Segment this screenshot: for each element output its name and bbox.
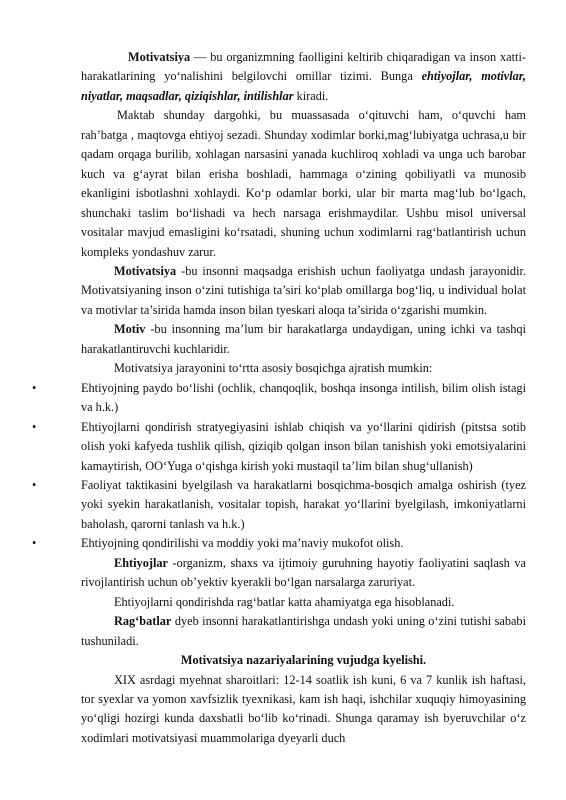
list-item	[32, 476, 526, 534]
bullet-icon: •	[32, 477, 37, 492]
paragraph-motiv	[81, 320, 526, 359]
motiv-text: -bu insonning ma’lum bir harakatlarga undaydigan, uning ichki va tashqi harakatlantiruvchi kuchlaridir.	[81, 322, 526, 356]
paragraph-motivatsiya-definition	[81, 48, 526, 106]
bullet-icon: •	[32, 380, 37, 395]
bullet-icon: •	[32, 419, 37, 434]
term-motivatsiya: Motivatsiya	[128, 50, 191, 64]
list-item-text: Ehtiyojning qondirilishi va moddiy yoki ma’naviy mukofot olish.	[81, 536, 404, 551]
paragraph-ehtiyojlar	[81, 554, 526, 593]
list-item	[32, 418, 526, 476]
list-item-text: Ehtiyojning paydo bo‘lishi (ochlik, chanqoqlik, boshqa insonga intilish, bilim olish istagi va h.k.)	[81, 380, 526, 415]
ehtiyojlar-text: -organizm, shaxs va ijtimoiy guruhning hayotiy faoliyatini saqlash va rivojlantirish uchun ob’yektiv kyerakli bo‘lgan narsalarga zaruriyat.	[81, 555, 526, 590]
term-motiv: Motiv	[114, 322, 146, 337]
emphasis-list: ehtiyojlar, motivlar, niyatlar, maqsadlar, qiziqishlar, intilishlar	[81, 69, 526, 103]
list-item	[32, 534, 526, 553]
list-item-text: Faoliyat taktikasini byelgilash va harakatlarni bosqichma-bosqich amalga oshirish (tyez yoki syekin harakatlanish, vositalar topish, harakat yo‘llarini byelgilash, imkoniyatlarni baholash, qarorni tanlash va h.k.)	[81, 477, 526, 531]
paragraph-ragbatlar-importance: Ehtiyojlarni qondirishda rag‘batlar katta ahamiyatga ega hisoblanadi.	[114, 594, 455, 609]
paragraph-ragbatlar	[81, 612, 526, 651]
term-motivatsiya-2: Motivatsiya	[114, 263, 177, 278]
term-ragbatlar: Rag‘batlar	[114, 614, 172, 629]
stages-list	[32, 379, 526, 554]
bullet-icon: •	[32, 536, 37, 551]
definition-tail: kiradi.	[293, 88, 329, 103]
paragraph-maktab: Maktab shunday dargohki, bu muassasada o‘qituvchi ham, o‘quvchi ham rah’batga , maqtovga ehtiyoj sezadi. Shunday xodimlar borki,mag‘lubiyatga uchrasa,u bir qadam orqaga burilib, xohlagan narsasini yanada kuchliroq xohladi va unga uch barobar kuch va g‘ayrat bilan erisha boshladi, hammaga o‘zining qobiliyatli va munosib ekanligini isbotlashni xohlaydi. Ko‘p odamlar borki, ular bir marta mag‘lub bo‘lgach, shunchaki taslim bo‘lishadi va hech narsaga erishmaydilar. Ushbu misol universal vositalar mavjud emasligini ko‘rsatadi, shuning uchun xodimlarni rag‘batlantirish uchun kompleks yondashuv zarur.	[81, 108, 526, 259]
paragraph-motivatsiya-process	[81, 262, 526, 320]
definition-text: — bu organizmning faolligini keltirib chiqaradigan va inson xatti-harakatlarining yo‘nalishini belgilovchi omillar tizimi. Bunga	[81, 50, 526, 84]
paragraph-stages-intro: Motivatsiya jarayonini to‘rtta asosiy bosqichga ajratish mumkin:	[114, 361, 433, 376]
process-text: -bu insonni maqsadga erishish uchun faoliyatga undash jarayonidir. Motivatsiyaning inson o‘zini tutishiga ta’siri ko‘plab omillarga bog‘liq, u individual holat va motivlar ta’sirida hamda inson bilan tyeskari aloqa ta’sirida o‘zgarishi mumkin.	[81, 263, 526, 317]
ragbatlar-text: dyeb insonni harakatlantirishga undash yoki uning o‘zini tutishi sababi tushuniladi.	[81, 614, 526, 648]
paragraph-xix-century: XIX asrdagi myehnat sharoitlari: 12-14 soatlik ish kuni, 6 va 7 kunlik ish haftasi, tor syexlar va yomon xavfsizlik tyexnikasi, kam ish haqi, ishchilar xuquqiy himoyasining yo‘qligi hozirgi kunda daxshatli bo‘lib ko‘rinadi. Shunga qaramay ish byeruvchilar o‘z xodimlari motivatsiyasi muammolariga dyeyarli duch	[81, 672, 526, 745]
section-heading: Motivatsiya nazariyalarining vujudga kyelishi.	[180, 653, 427, 668]
document-page	[32, 48, 526, 748]
list-item	[32, 379, 526, 418]
list-item-text: Ehtiyojlarni qondirish stratyegiyasini ishlab chiqish va yo‘llarini qidirish (pitstsa sotib olish yoki kafyeda tushlik qilish, qiziqib qolgan inson bilan tanishish yoki emotsiyalarini kamaytirish, OO‘Yuga o‘qishga kirish yoki mustaqil ta’lim bilan shug‘ullanish)	[81, 419, 526, 473]
term-ehtiyojlar: Ehtiyojlar	[114, 555, 168, 570]
